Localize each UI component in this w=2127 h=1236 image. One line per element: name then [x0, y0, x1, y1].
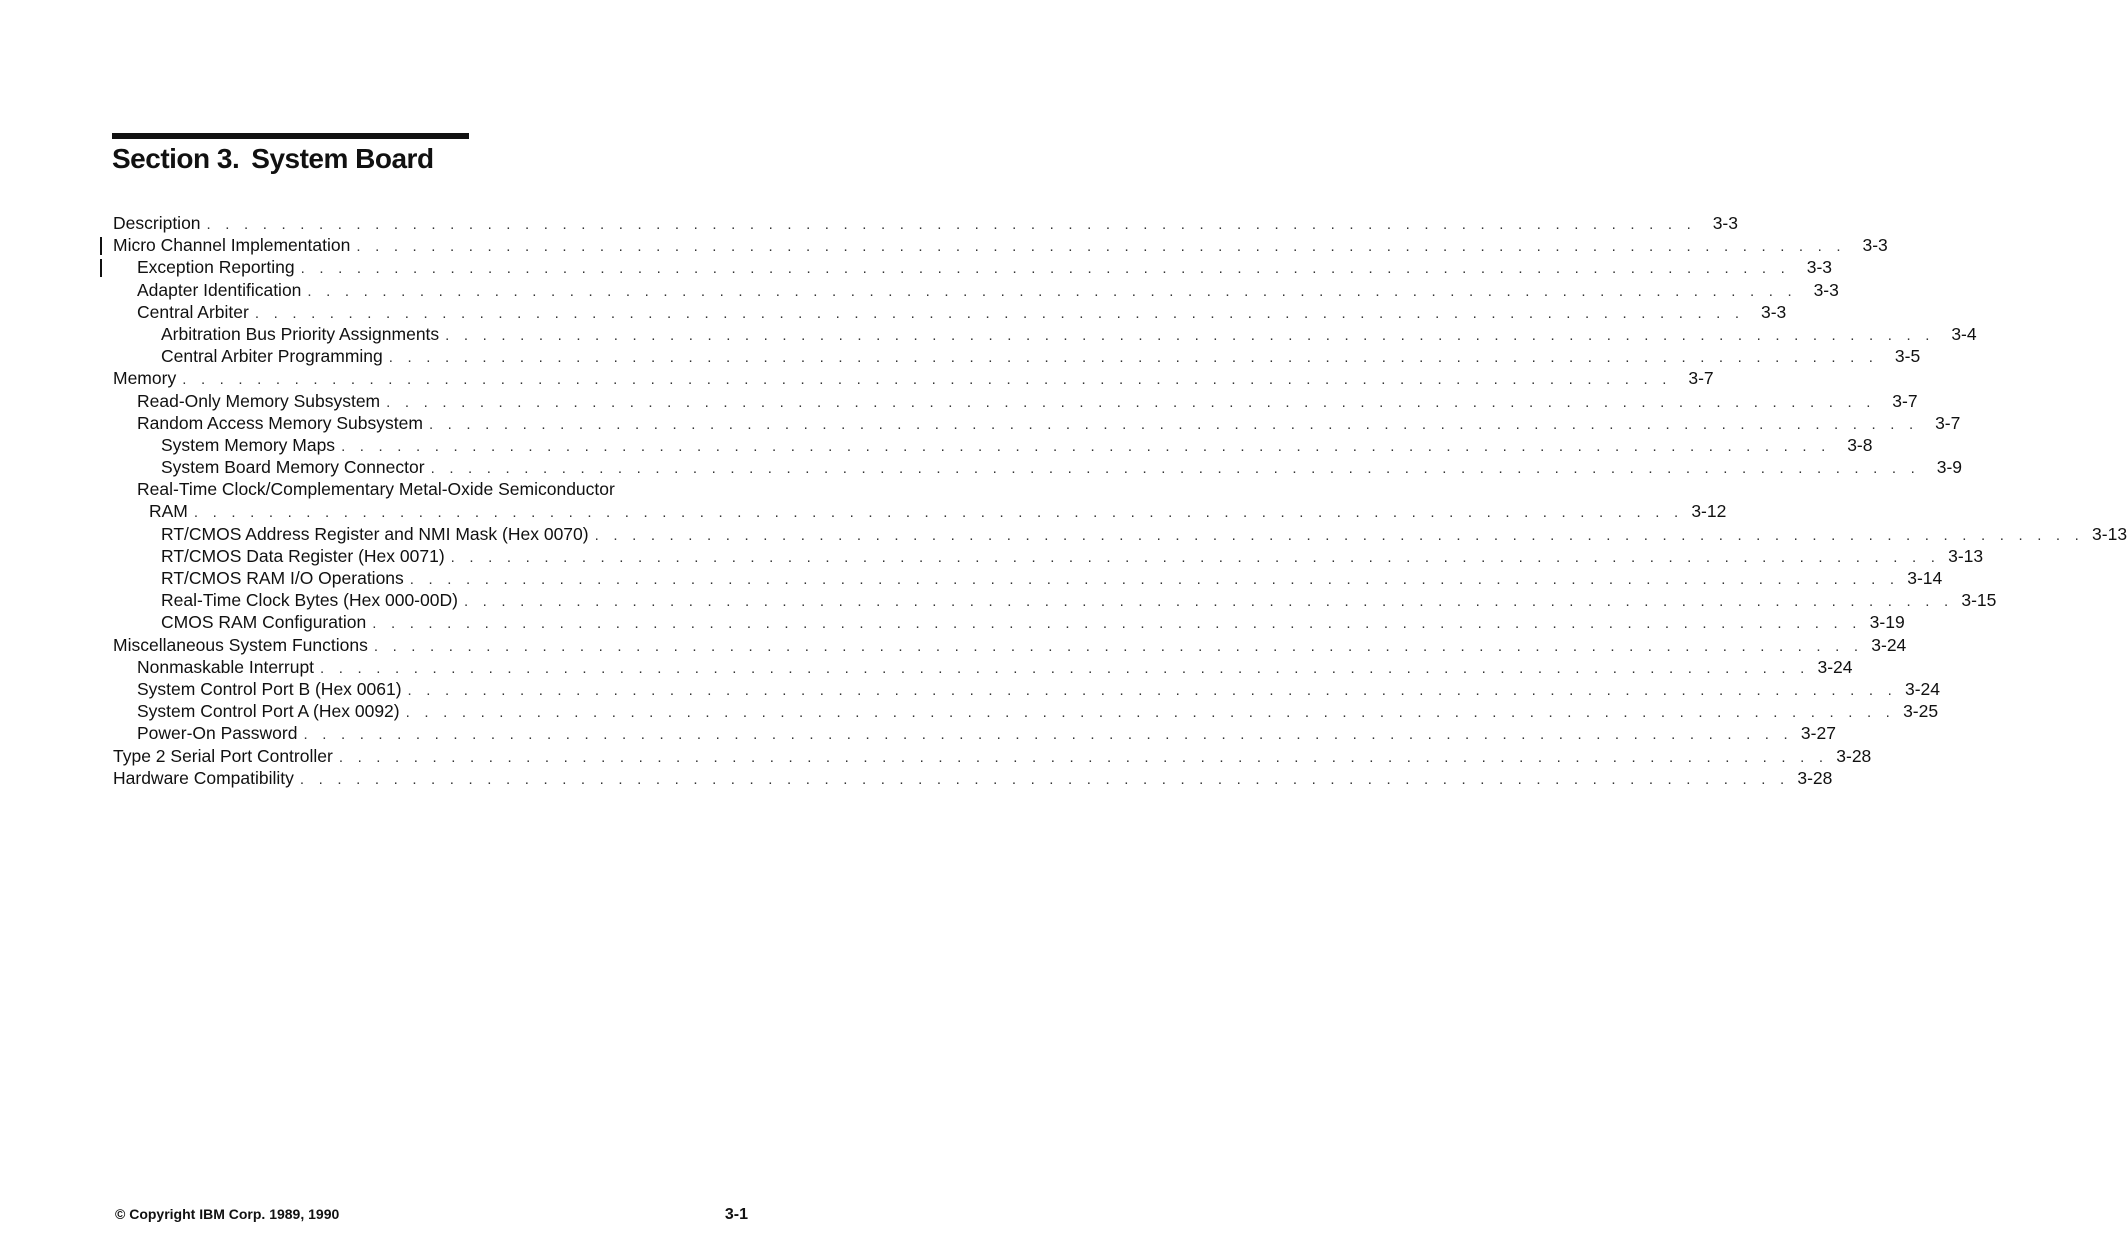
- dot-leader: . . . . . . . . . . . . . . . . . . . . . . . . . . . . . . . . . . . . . . . . . . . . . . . . . . . . . . . . . . . . . . . . . . . . . . . . . . . . . . . .: [300, 260, 1791, 278]
- toc-entry-label: Power-On Password: [137, 723, 298, 744]
- toc-entry-page: 3-7: [1892, 390, 1918, 411]
- toc-entry-label: System Memory Maps: [161, 434, 336, 455]
- dot-leader: . . . . . . . . . . . . . . . . . . . . . . . . . . . . . . . . . . . . . . . . . . . . . . . . . . . . . . . . . . . . . . . . . . . . . . . . . . . . . . . .: [450, 548, 1941, 566]
- change-bar: [100, 259, 102, 277]
- toc-entry-page: 3-3: [1712, 213, 1738, 233]
- toc-entry-label: Type 2 Serial Port Controller: [113, 745, 333, 766]
- dot-leader: . . . . . . . . . . . . . . . . . . . . . . . . . . . . . . . . . . . . . . . . . . . . . . . . . . . . . . . . . . . . . . . . . . . . . . . . . . . . . . . .: [463, 593, 1954, 611]
- dot-leader: . . . . . . . . . . . . . . . . . . . . . . . . . . . . . . . . . . . . . . . . . . . . . . . . . . . . . . . . . . . . . . . . . . . . . . . . . . . . . . . .: [193, 504, 1684, 522]
- toc-entry[interactable]: [113, 478, 743, 500]
- toc-entry-label: CMOS RAM Configuration: [161, 612, 367, 633]
- toc-entry-label: Exception Reporting: [137, 257, 295, 278]
- toc-entry-label: Arbitration Bus Priority Assignments: [161, 323, 440, 344]
- section-title: System Board: [251, 143, 434, 174]
- toc-entry-page: 3-7: [1935, 412, 1961, 433]
- toc-entry-label: Adapter Identification: [137, 279, 302, 300]
- toc-entry-page: 3-14: [1907, 568, 1943, 588]
- toc-entry-label: Real-Time Clock Bytes (Hex 000-00D): [161, 590, 458, 611]
- toc-entry-label: Central Arbiter Programming: [161, 346, 383, 367]
- toc-entry-page: 3-13: [2092, 523, 2127, 544]
- toc-entry[interactable]: [113, 256, 1833, 278]
- toc-entry-label: RAM: [149, 501, 188, 522]
- toc-entry-page: 3-24: [1871, 634, 1907, 655]
- toc-entry-page: 3-8: [1847, 434, 1873, 455]
- toc-entry-label: Memory: [113, 368, 177, 389]
- table-of-contents: [113, 212, 2127, 789]
- toc-entry-label: Hardware Compatibility: [113, 767, 294, 788]
- toc-entry-page: 3-4: [1951, 323, 1977, 344]
- dot-leader: . . . . . . . . . . . . . . . . . . . . . . . . . . . . . . . . . . . . . . . . . . . . . . . . . . . . . . . . . . . . . . . . . . . . . . . . . . . . . . . .: [338, 748, 1829, 766]
- toc-entry[interactable]: [113, 722, 1836, 744]
- toc-entry[interactable]: [113, 345, 1921, 367]
- toc-entry[interactable]: [113, 279, 1839, 301]
- toc-entry-label: Micro Channel Implementation: [113, 235, 351, 256]
- toc-entry-label: Random Access Memory Subsystem: [137, 412, 423, 433]
- toc-entry-label: Miscellaneous System Functions: [113, 634, 368, 655]
- dot-leader: . . . . . . . . . . . . . . . . . . . . . . . . . . . . . . . . . . . . . . . . . . . . . . . . . . . . . . . . . . . . . . . . . . . . . . . . . . . . . . . .: [445, 326, 1935, 344]
- toc-entry-label: Description: [113, 213, 201, 233]
- dot-leader: . . . . . . . . . . . . . . . . . . . . . . . . . . . . . . . . . . . . . . . . . . . . . . . . . . . . . . . . . . . . . . . . . . . . . . . . . . . . . . . .: [430, 460, 1921, 478]
- toc-entry[interactable]: [113, 390, 1918, 412]
- toc-entry-page: 3-9: [1936, 457, 1963, 478]
- dot-leader: . . . . . . . . . . . . . . . . . . . . . . . . . . . . . . . . . . . . . . . . . . . . . . . . . . . . . . . . . . . . . . . . . . . . . . . . . . . . . . . .: [356, 238, 1846, 256]
- toc-entry-label: System Board Memory Connector: [161, 457, 425, 478]
- toc-entry[interactable]: [113, 456, 1963, 478]
- toc-entry[interactable]: [113, 589, 1997, 611]
- toc-entry[interactable]: [113, 301, 1787, 323]
- dot-leader: . . . . . . . . . . . . . . . . . . . . . . . . . . . . . . . . . . . . . . . . . . . . . . . . . . . . . . . . . . . . . . . . . . . . . . . . . . . . . . . .: [299, 770, 1790, 788]
- toc-entry[interactable]: [113, 212, 1738, 234]
- dot-leader: . . . . . . . . . . . . . . . . . . . . . . . . . . . . . . . . . . . . . . . . . . . . . . . . . . . . . . . . . . . . . . . . . . . . . . . . . . . . . . . .: [341, 437, 1831, 455]
- toc-entry[interactable]: [113, 545, 1984, 567]
- toc-entry-label: RT/CMOS RAM I/O Operations: [161, 568, 404, 588]
- toc-entry[interactable]: [113, 678, 1941, 700]
- toc-entry-page: 3-24: [1817, 656, 1853, 677]
- dot-leader: . . . . . . . . . . . . . . . . . . . . . . . . . . . . . . . . . . . . . . . . . . . . . . . . . . . . . . . . . . . . . . . . . . . . . . . . . . . . . . . .: [405, 704, 1896, 722]
- toc-entry[interactable]: [113, 234, 1888, 256]
- dot-leader: . . . . . . . . . . . . . . . . . . . . . . . . . . . . . . . . . . . . . . . . . . . . . . . . . . . . . . . . . . . . . . . . . . . . . . . . . . . . . . . .: [182, 371, 1672, 389]
- toc-entry[interactable]: [113, 434, 1873, 456]
- toc-entry-page: 3-3: [1806, 257, 1833, 278]
- dot-leader: . . . . . . . . . . . . . . . . . . . . . . . . . . . . . . . . . . . . . . . . . . . . . . . . . . . . . . . . . . . . . . . . . . . . . . . . . . . . . . . .: [307, 282, 1797, 300]
- toc-entry-label: Read-Only Memory Subsystem: [137, 390, 381, 411]
- toc-entry-page: 3-3: [1862, 235, 1888, 256]
- toc-entry-page: 3-7: [1688, 368, 1714, 389]
- toc-entry[interactable]: [113, 367, 1714, 389]
- dot-leader: . . . . . . . . . . . . . . . . . . . . . . . . . . . . . . . . . . . . . . . . . . . . . . . . . . . . . . . . . . . . . . . . . . . . . . . . . . . . . . . .: [320, 659, 1810, 677]
- toc-entry-page: 3-25: [1903, 701, 1939, 722]
- toc-entry-page: 3-28: [1797, 767, 1833, 788]
- toc-entry[interactable]: [113, 523, 2127, 545]
- toc-entry[interactable]: [113, 634, 1907, 656]
- change-bar: [100, 237, 102, 255]
- dot-leader: . . . . . . . . . . . . . . . . . . . . . . . . . . . . . . . . . . . . . . . . . . . . . . . . . . . . . . . . . . . . . . . . . . . . . . . . . . . . . . . .: [206, 216, 1696, 233]
- dot-leader: . . . . . . . . . . . . . . . . . . . . . . . . . . . . . . . . . . . . . . . . . . . . . . . . . . . . . . . . . . . . . . . . . . . . . . . . . . . . . . . .: [388, 349, 1879, 367]
- toc-entry[interactable]: [113, 323, 1977, 345]
- copyright-notice: © Copyright IBM Corp. 1989, 1990: [115, 1206, 340, 1222]
- toc-entry[interactable]: [113, 500, 1727, 522]
- toc-entry[interactable]: [113, 745, 1872, 767]
- section-number: Section 3.: [112, 143, 240, 174]
- page-number: 3-1: [724, 1206, 748, 1223]
- dot-leader: . . . . . . . . . . . . . . . . . . . . . . . . . . . . . . . . . . . . . . . . . . . . . . . . . . . . . . . . . . . . . . . . . . . . . . . . . . . . . . . .: [386, 393, 1876, 411]
- section-heading: [112, 143, 434, 175]
- toc-entry-page: 3-28: [1836, 745, 1872, 766]
- dot-leader: . . . . . . . . . . . . . . . . . . . . . . . . . . . . . . . . . . . . . . . . . . . . . . . . . . . . . . . . . . . . . . . . . . . . . . . . . . . . . . . .: [254, 304, 1745, 322]
- dot-leader: . . . . . . . . . . . . . . . . . . . . . . . . . . . . . . . . . . . . . . . . . . . . . . . . . . . . . . . . . . . . . . . . . . . . . . . . . . . . . . . .: [428, 415, 1919, 433]
- toc-entry-page: 3-5: [1894, 346, 1921, 367]
- toc-entry-label: RT/CMOS Data Register (Hex 0071): [161, 545, 445, 566]
- toc-entry-label: System Control Port A (Hex 0092): [137, 701, 400, 722]
- toc-entry-page: 3-24: [1904, 678, 1941, 699]
- toc-entry-page: 3-27: [1800, 723, 1836, 744]
- toc-entry-label: Real-Time Clock/Complementary Metal-Oxide Semiconductor: [137, 479, 615, 500]
- toc-entry-label: Central Arbiter: [137, 301, 249, 322]
- toc-entry-label: RT/CMOS Address Register and NMI Mask (Hex 0070): [161, 523, 589, 544]
- dot-leader: . . . . . . . . . . . . . . . . . . . . . . . . . . . . . . . . . . . . . . . . . . . . . . . . . . . . . . . . . . . . . . . . . . . . . . . . . . . . . . . .: [372, 615, 1862, 633]
- toc-entry[interactable]: [113, 767, 1833, 789]
- toc-entry-page: 3-12: [1691, 501, 1727, 522]
- toc-entry-page: 3-3: [1813, 279, 1839, 300]
- toc-entry[interactable]: [113, 656, 1853, 678]
- toc-entry-page: 3-15: [1961, 590, 1997, 611]
- toc-entry-label: Nonmaskable Interrupt: [137, 656, 315, 677]
- toc-entry-page: 3-3: [1761, 301, 1787, 322]
- toc-entry-label: System Control Port B (Hex 0061): [137, 678, 402, 699]
- dot-leader: . . . . . . . . . . . . . . . . . . . . . . . . . . . . . . . . . . . . . . . . . . . . . . . . . . . . . . . . . . . . . . . . . . . . . . . . . . . . . . . .: [594, 526, 2085, 544]
- section-title-rule: [112, 133, 469, 139]
- toc-entry[interactable]: [113, 611, 1905, 633]
- toc-entry[interactable]: [113, 700, 1939, 722]
- dot-leader: . . . . . . . . . . . . . . . . . . . . . . . . . . . . . . . . . . . . . . . . . . . . . . . . . . . . . . . . . . . . . . . . . . . . . . . . . . . . . . . .: [409, 571, 1900, 588]
- dot-leader: . . . . . . . . . . . . . . . . . . . . . . . . . . . . . . . . . . . . . . . . . . . . . . . . . . . . . . . . . . . . . . . . . . . . . . . . . . . . . . . .: [407, 681, 1897, 699]
- dot-leader: . . . . . . . . . . . . . . . . . . . . . . . . . . . . . . . . . . . . . . . . . . . . . . . . . . . . . . . . . . . . . . . . . . . . . . . . . . . . . . . .: [373, 637, 1864, 655]
- toc-entry-page: 3-19: [1869, 612, 1905, 633]
- toc-entry[interactable]: [113, 567, 1943, 589]
- dot-leader: . . . . . . . . . . . . . . . . . . . . . . . . . . . . . . . . . . . . . . . . . . . . . . . . . . . . . . . . . . . . . . . . . . . . . . . . . . . . . . . .: [303, 726, 1793, 744]
- toc-entry-page: 3-13: [1948, 545, 1984, 566]
- toc-entry[interactable]: [113, 412, 1961, 434]
